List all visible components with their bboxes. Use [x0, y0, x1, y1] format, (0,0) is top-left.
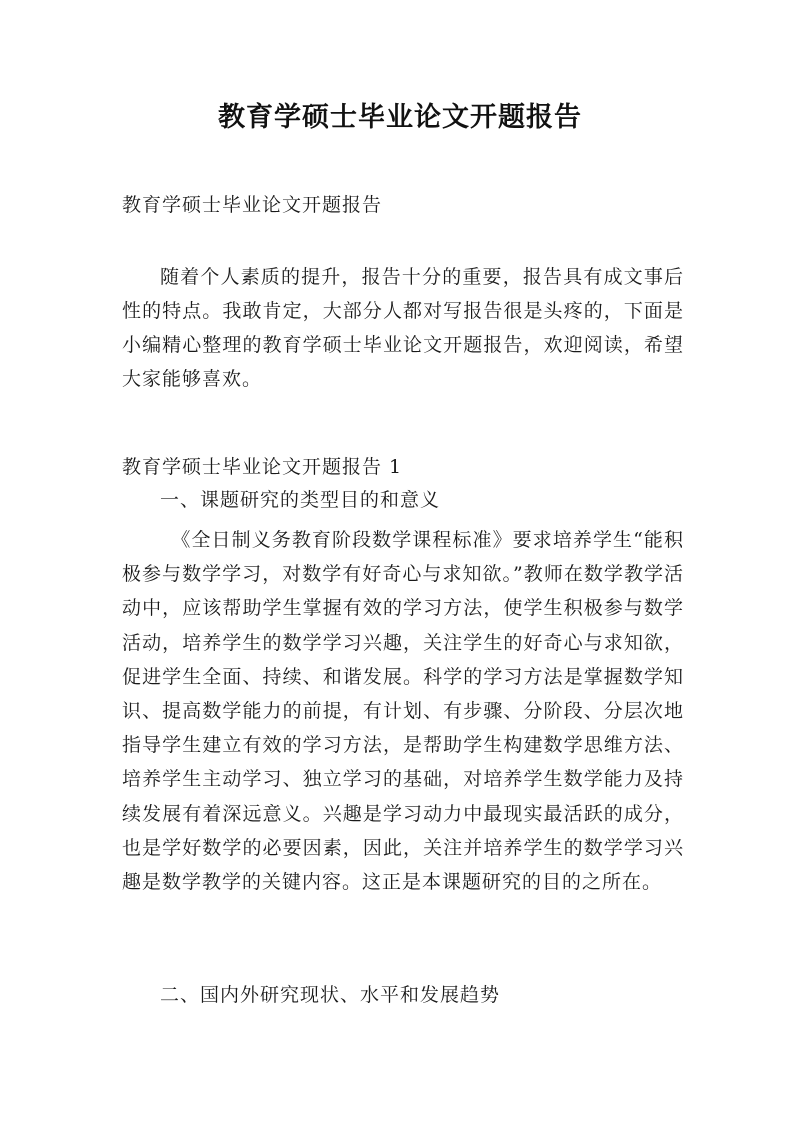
intro-paragraph: 随着个人素质的提升，报告十分的重要，报告具有成文事后性的特点。我敢肯定，大部分人都对写报告很是头疼的，下面是小编精心整理的教育学硕士毕业论文开题报告，欢迎阅读，希望大家能够喜欢。 [122, 266, 684, 390]
section-heading: 教育学硕士毕业论文开题报告 1 [122, 456, 403, 478]
document-subtitle: 教育学硕士毕业论文开题报告 [122, 194, 383, 216]
body-paragraph: 《全日制义务教育阶段数学课程标准》要求培养学生“能积极参与数学学习，对数学有好奇心与求知欲。”教师在数学教学活动中，应该帮助学生掌握有效的学习方法，使学生积极参与数学活动，培养学生的数学学习兴趣，关注学生的好奇心与求知欲，促进学生全面、持续、和谐发展。科学的学习方法是掌握数学知识、提高数学能力的前提，有计划、有步骤、分阶段、分层次地指导学生建立有效的学习方法，是帮助学生构建数学思维方法、培养学生主动学习、独立学习的基础，对培养学生数学能力及持续发展有着深远意义。兴趣是学习动力中最现实最活跃的成分，也是学好数学的必要因素，因此，关注并培养学生的数学学习兴趣是数学教学的关键内容。这正是本课题研究的目的之所在。 [122, 529, 684, 894]
document-title: 教育学硕士毕业论文开题报告 [218, 102, 582, 133]
item-heading-research-status: 二、国内外研究现状、水平和发展趋势 [160, 984, 501, 1006]
item-heading-purpose: 一、课题研究的类型目的和意义 [160, 489, 441, 511]
